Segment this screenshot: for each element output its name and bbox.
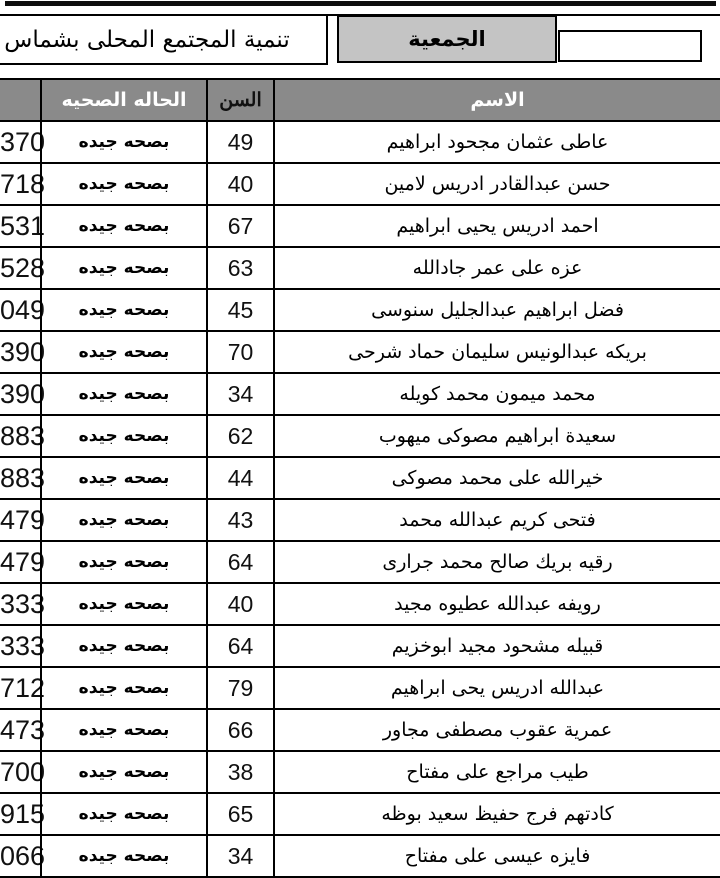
id-number-cell: 390 (0, 378, 46, 409)
health-status-cell: بصحه جيده (40, 248, 206, 288)
id-number-cell: 712 (0, 672, 46, 703)
age-cell: 65 (206, 794, 273, 834)
id-number-cell: 479 (0, 546, 46, 577)
age-cell: 64 (206, 542, 273, 582)
table-row (0, 710, 720, 752)
name-cell: كادتهم فرج حفيظ سعيد بوظه (273, 794, 720, 834)
table-row (0, 584, 720, 626)
age-cell: 70 (206, 332, 273, 372)
id-number-cell: 531 (0, 210, 46, 241)
age-cell: 34 (206, 374, 273, 414)
name-cell: فضل ابراهيم عبدالجليل سنوسى (273, 290, 720, 330)
column-header-name: الاسم (273, 80, 720, 120)
id-number-cell: 718 (0, 168, 46, 199)
table-row (0, 794, 720, 836)
id-number-cell: 333 (0, 630, 46, 661)
health-status-cell: بصحه جيده (40, 374, 206, 414)
age-cell: 34 (206, 836, 273, 876)
table-row (0, 206, 720, 248)
age-cell: 63 (206, 248, 273, 288)
table-body (0, 122, 720, 878)
empty-header-cell (558, 30, 702, 62)
table-row (0, 248, 720, 290)
age-cell: 45 (206, 290, 273, 330)
health-status-cell: بصحه جيده (40, 332, 206, 372)
id-number-cell: 390 (0, 336, 46, 367)
age-cell: 43 (206, 500, 273, 540)
table-header-row (0, 80, 720, 122)
column-header-id (0, 80, 40, 120)
table-row (0, 542, 720, 584)
column-header-age: السن (206, 80, 273, 120)
age-cell: 44 (206, 458, 273, 498)
name-cell: فتحى كريم عبدالله محمد (273, 500, 720, 540)
id-number-cell: 528 (0, 252, 46, 283)
table-row (0, 332, 720, 374)
age-cell: 79 (206, 668, 273, 708)
table-row (0, 458, 720, 500)
column-header-health: الحاله الصحيه (40, 80, 206, 120)
association-label-cell (337, 15, 557, 63)
name-cell: عمرية عقوب مصطفى مجاور (273, 710, 720, 750)
name-cell: طيب مراجع على مفتاح (273, 752, 720, 792)
table-row (0, 374, 720, 416)
association-label-text: الجمعية (408, 27, 486, 51)
table-row (0, 752, 720, 794)
health-status-cell: بصحه جيده (40, 626, 206, 666)
members-table (0, 78, 720, 878)
health-status-cell: بصحه جيده (40, 290, 206, 330)
age-cell: 67 (206, 206, 273, 246)
name-cell: رويفه عبدالله عطيوه مجيد (273, 584, 720, 624)
age-cell: 40 (206, 584, 273, 624)
id-number-cell: 049 (0, 294, 46, 325)
name-cell: حسن عبدالقادر ادريس لامين (273, 164, 720, 204)
age-cell: 49 (206, 122, 273, 162)
health-status-cell: بصحه جيده (40, 836, 206, 876)
table-row (0, 500, 720, 542)
age-cell: 64 (206, 626, 273, 666)
health-status-cell: بصحه جيده (40, 542, 206, 582)
health-status-cell: بصحه جيده (40, 458, 206, 498)
name-cell: عبدالله ادريس يحى ابراهيم (273, 668, 720, 708)
id-number-cell: 883 (0, 462, 46, 493)
id-number-cell: 479 (0, 504, 46, 535)
health-status-cell: بصحه جيده (40, 584, 206, 624)
health-status-cell: بصحه جيده (40, 794, 206, 834)
health-status-cell: بصحه جيده (40, 164, 206, 204)
health-status-cell: بصحه جيده (40, 500, 206, 540)
table-row (0, 164, 720, 206)
document-title-text: تنمية المجتمع المحلى بشماس (4, 26, 290, 53)
table-row (0, 668, 720, 710)
table-row (0, 122, 720, 164)
id-number-cell: 883 (0, 420, 46, 451)
health-status-cell: بصحه جيده (40, 206, 206, 246)
name-cell: عزه على عمر جادالله (273, 248, 720, 288)
health-status-cell: بصحه جيده (40, 416, 206, 456)
name-cell: عاطى عثمان مجحود ابراهيم (273, 122, 720, 162)
health-status-cell: بصحه جيده (40, 752, 206, 792)
name-cell: رقيه بريك صالح محمد جرارى (273, 542, 720, 582)
name-cell: فايزه عيسى على مفتاح (273, 836, 720, 876)
age-cell: 62 (206, 416, 273, 456)
health-status-cell: بصحه جيده (40, 668, 206, 708)
top-scan-bar (5, 1, 716, 6)
name-cell: سعيدة ابراهيم مصوكى ميهوب (273, 416, 720, 456)
id-number-cell: 700 (0, 756, 46, 787)
name-cell: خيرالله على محمد مصوكى (273, 458, 720, 498)
name-cell: احمد ادريس يحيى ابراهيم (273, 206, 720, 246)
id-number-cell: 066 (0, 840, 46, 871)
table-row (0, 836, 720, 878)
name-cell: بريكه عبدالونيس سليمان حماد شرحى (273, 332, 720, 372)
name-cell: قبيله مشحود مجيد ابوخزيم (273, 626, 720, 666)
health-status-cell: بصحه جيده (40, 710, 206, 750)
name-cell: محمد ميمون محمد كويله (273, 374, 720, 414)
age-cell: 38 (206, 752, 273, 792)
age-cell: 66 (206, 710, 273, 750)
id-number-cell: 473 (0, 714, 46, 745)
table-row (0, 626, 720, 668)
id-number-cell: 370 (0, 126, 46, 157)
id-number-cell: 333 (0, 588, 46, 619)
id-number-cell: 915 (0, 798, 46, 829)
age-cell: 40 (206, 164, 273, 204)
table-row (0, 416, 720, 458)
health-status-cell: بصحه جيده (40, 122, 206, 162)
table-row (0, 290, 720, 332)
document-title-cell (0, 14, 328, 65)
